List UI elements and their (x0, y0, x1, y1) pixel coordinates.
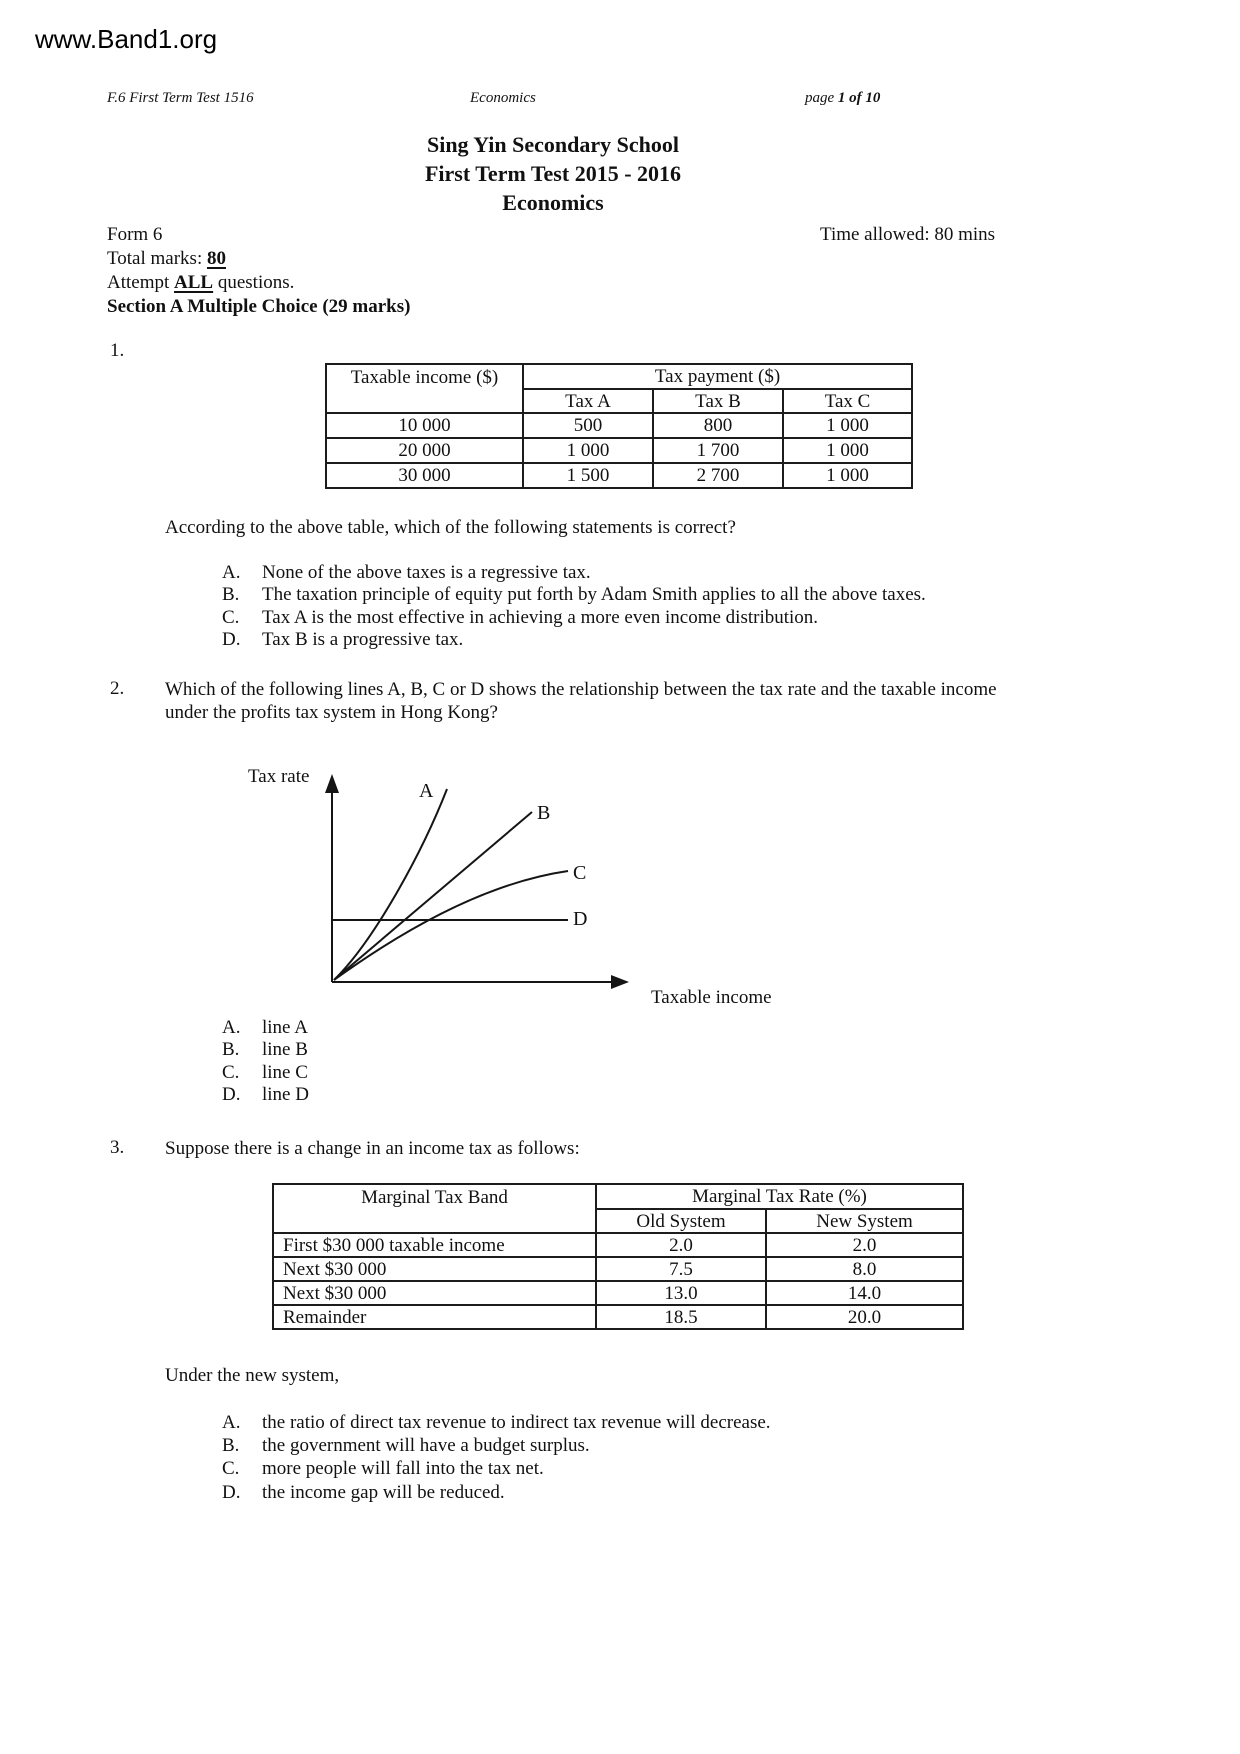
option-text: Tax A is the most effective in achieving a more even income distribution. (262, 606, 819, 628)
table-cell: 1 000 (783, 413, 912, 438)
q3-number: 3. (110, 1137, 125, 1158)
x-axis-label: Taxable income (651, 987, 772, 1008)
option-letter: A. (222, 562, 241, 583)
curve-a (334, 789, 447, 980)
table-cell: 30 000 (326, 463, 523, 488)
table-cell: 2.0 (596, 1233, 766, 1257)
header-test-name: F.6 First Term Test 1516 (107, 90, 254, 106)
option-text: Tax B is a progressive tax. (262, 629, 464, 651)
table-cell: 13.0 (596, 1281, 766, 1305)
header-page-number (805, 90, 880, 107)
option-text: None of the above taxes is a regressive tax. (262, 562, 591, 583)
time-allowed: Time allowed: 80 mins (820, 224, 996, 245)
q3-options (222, 1411, 771, 1504)
option-letter: D. (222, 1481, 241, 1503)
table-row (273, 1257, 963, 1281)
curve-b (334, 812, 532, 980)
option-letter: C. (222, 1458, 240, 1480)
q2-number: 2. (110, 678, 125, 699)
q2-figure (230, 755, 650, 1015)
table-cell: 500 (523, 413, 653, 438)
q2-option-c (222, 1062, 309, 1084)
table-cell: 2 700 (653, 463, 783, 488)
q1-stem: According to the above table, which of the following statements is correct? (165, 517, 736, 538)
option-text: line D (262, 1084, 309, 1106)
curve-a-label: A (419, 780, 434, 802)
q1-option-a (222, 562, 926, 584)
q3-group-header: Marginal Tax Rate (%) (596, 1184, 963, 1209)
curve-d-label: D (573, 908, 588, 930)
table-row (273, 1233, 963, 1257)
q1-option-c (222, 607, 926, 629)
table-row (326, 438, 912, 463)
q3-table-header-row (273, 1184, 963, 1209)
q1-subheader-taxa: Tax A (523, 389, 653, 413)
q1-group-header: Tax payment ($) (523, 364, 912, 389)
option-text: line C (262, 1061, 308, 1083)
q1-option-d (222, 629, 926, 651)
q1-col0-header: Taxable income ($) (326, 364, 523, 413)
table-cell: 20.0 (766, 1305, 963, 1329)
option-text: The taxation principle of equity put forth by Adam Smith applies to all the above taxes. (262, 584, 926, 606)
table-cell: 8.0 (766, 1257, 963, 1281)
page-value: 1 of 10 (837, 90, 881, 106)
attempt-suffix: questions. (213, 272, 295, 293)
table-cell: First $30 000 taxable income (273, 1233, 596, 1257)
option-letter: C. (222, 1061, 240, 1083)
q3-col0-header: Marginal Tax Band (273, 1184, 596, 1233)
q3-tax-band-table (272, 1183, 964, 1330)
table-cell: 1 000 (783, 438, 912, 463)
school-name: Sing Yin Secondary School (426, 132, 680, 157)
q3-stem: Suppose there is a change in an income tax as follows: (165, 1138, 580, 1159)
q3-option-c (222, 1457, 771, 1480)
curve-c-label: C (573, 862, 587, 884)
table-row (273, 1305, 963, 1329)
option-text: line A (262, 1017, 308, 1038)
q3-option-d (222, 1481, 771, 1504)
q1-subheader-taxb: Tax B (653, 389, 783, 413)
table-row (326, 463, 912, 488)
total-marks (107, 248, 226, 270)
option-letter: B. (222, 1039, 240, 1061)
q3-subheader-new: New System (766, 1209, 963, 1233)
q2-stem-line1: Which of the following lines A, B, C or D shows the relationship between the tax rate and the taxable income (165, 679, 997, 700)
q3-followup: Under the new system, (165, 1365, 340, 1386)
table-cell: 20 000 (326, 438, 523, 463)
table-cell: Remainder (273, 1305, 596, 1329)
q3-subheader-old: Old System (596, 1209, 766, 1233)
table-cell: 1 000 (783, 463, 912, 488)
option-text: line B (262, 1039, 308, 1061)
option-text: the income gap will be reduced. (262, 1481, 505, 1503)
option-letter: D. (222, 629, 241, 651)
q2-option-d (222, 1084, 309, 1106)
q2-stem (165, 678, 997, 724)
subject-title: Economics (502, 190, 604, 215)
option-letter: D. (222, 1084, 241, 1106)
section-heading: Section A Multiple Choice (29 marks) (107, 296, 411, 317)
title-block (0, 130, 1106, 217)
curve-b-label: B (537, 802, 551, 824)
attempt-note (107, 272, 294, 294)
q2-stem-line2: under the profits tax system in Hong Kong? (165, 702, 498, 723)
table-cell: 18.5 (596, 1305, 766, 1329)
table-cell: 1 000 (523, 438, 653, 463)
option-letter: B. (222, 584, 240, 606)
table-cell: 1 700 (653, 438, 783, 463)
q1-option-b (222, 584, 926, 606)
table-cell: 2.0 (766, 1233, 963, 1257)
table-row (273, 1281, 963, 1305)
table-row (326, 413, 912, 438)
q1-number: 1. (110, 340, 125, 361)
q3-option-b (222, 1434, 771, 1457)
test-title: First Term Test 2015 - 2016 (424, 161, 682, 186)
page-word: page (805, 90, 838, 106)
y-axis-arrow-icon (325, 774, 339, 793)
option-text: the ratio of direct tax revenue to indirect tax revenue will decrease. (262, 1412, 771, 1433)
header-subject: Economics (470, 90, 536, 106)
total-marks-value: 80 (206, 248, 226, 269)
table-cell: Next $30 000 (273, 1281, 596, 1305)
x-axis-arrow-icon (611, 975, 629, 989)
q2-options (222, 1017, 309, 1107)
y-axis-label: Tax rate (248, 766, 310, 787)
table-cell: 1 500 (523, 463, 653, 488)
q2-option-b (222, 1039, 309, 1061)
table-cell: 10 000 (326, 413, 523, 438)
option-letter: B. (222, 1435, 240, 1457)
table-cell: 14.0 (766, 1281, 963, 1305)
q3-option-a (222, 1411, 771, 1434)
option-text: the government will have a budget surplus. (262, 1435, 590, 1457)
site-watermark: www.Band1.org (35, 24, 218, 54)
attempt-all: ALL (174, 272, 214, 293)
form-label: Form 6 (107, 224, 163, 245)
attempt-prefix: Attempt (107, 272, 175, 293)
table-cell: 7.5 (596, 1257, 766, 1281)
option-letter: A. (222, 1412, 241, 1433)
table-cell: 800 (653, 413, 783, 438)
option-letter: A. (222, 1017, 241, 1038)
q1-subheader-taxc: Tax C (783, 389, 912, 413)
total-marks-label: Total marks: (107, 248, 207, 269)
q1-tax-table (325, 363, 913, 489)
q2-option-a (222, 1017, 309, 1039)
q1-options (222, 562, 926, 652)
table-cell: Next $30 000 (273, 1257, 596, 1281)
option-text: more people will fall into the tax net. (262, 1458, 544, 1480)
q1-table-header-row (326, 364, 912, 389)
curve-c (334, 871, 568, 980)
option-letter: C. (222, 606, 240, 628)
